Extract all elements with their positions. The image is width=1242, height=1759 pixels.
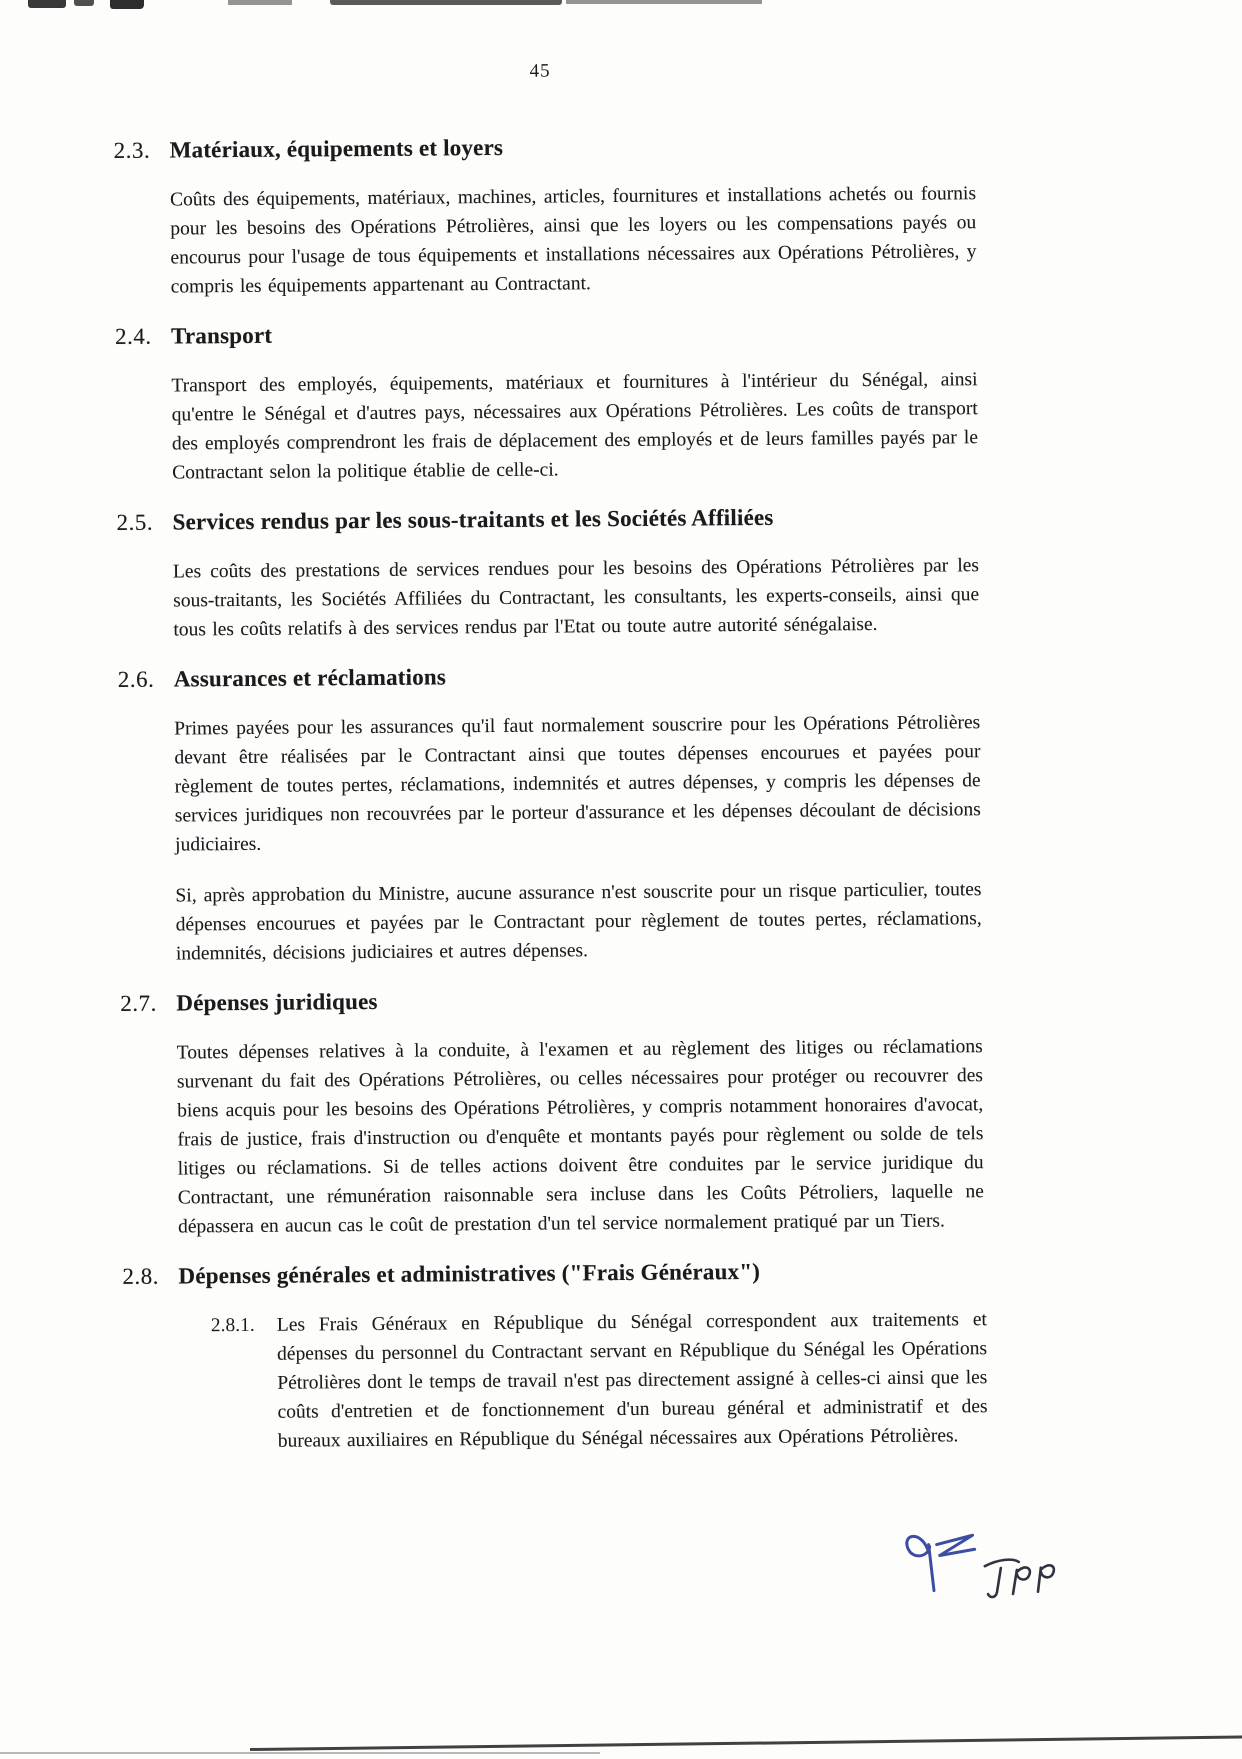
section-number: 2.7. [120, 990, 157, 1016]
section-number: 2.8. [122, 1263, 160, 1289]
section-heading [122, 1257, 994, 1290]
subsection-2-8-1 [211, 1305, 996, 1456]
section-number: 2.6. [117, 666, 155, 692]
section-heading [118, 660, 990, 693]
paragraph: Les coûts des prestations de services rendues pour les besoins des Opérations Pétrolières par les sous-traitants, les Sociétés Affiliées du Contractant, les consultants, les experts-conseils, ainsi que tous les coûts relatifs à des services rendus par l'Etat ou toute autre autorité sénégalaise. [172, 555, 980, 641]
section-number: 2.4. [115, 323, 152, 349]
section-assurances-reclamations [118, 660, 992, 969]
initials-dark-tpp-icon [985, 1559, 1054, 1597]
section-title: Transport [171, 322, 273, 349]
section-transport [115, 317, 988, 488]
section-title: Dépenses générales et administratives ("Frais Généraux") [178, 1258, 761, 1289]
paragraph: Si, après approbation du Ministre, aucune assurance n'est souscrite pour un risque particulier, toutes dépenses encourues et payées par le Contractant pour règlement de toutes pertes, réclamations, indemnités, décisions judiciaires et autres dépenses. [175, 879, 982, 965]
paragraph: Les Frais Généraux en République du Sénégal correspondent aux traitements et dépenses du personnel du Contractant servant en République du Sénégal les Opérations Pétrolières dont le temps de travail n'est pas directement assigné à celles-ci ainsi que les coûts d'entretien et de fonctionnement d'un bureau général et administratif et des bureaux auxiliaires en République du Sénégal nécessaires aux Opérations Pétrolières. [276, 1309, 988, 1452]
section-services-sous-traitants [116, 503, 989, 645]
page-number: 45 [529, 60, 551, 82]
section-number: 2.5. [116, 509, 154, 535]
section-title: Matériaux, équipements et loyers [169, 134, 504, 163]
section-heading [114, 131, 986, 164]
subsection-number: 2.8.1. [210, 1314, 255, 1337]
paragraph: Coûts des équipements, matériaux, machines, articles, fournitures et installations achetés ou fournis pour les besoins des Opérations Pétrolières, ainsi que les loyers ou les compensations payés ou encourus pour l'usage de tous équipements et installations nécessaires aux Opérations Pétrolières, y compris les équipements appartenant au Contractant. [169, 183, 977, 298]
paragraph: Primes payées pour les assurances qu'il faut normalement souscrire pour les Opérations Pétrolières devant être réalisées par le Contractant ainsi que toutes dépenses encourues et payées pour règlement de toutes pertes, réclamations, indemnités et autres dépenses, y compris les dépenses de services juridiques non recouvrées par le porteur d'assurance et les dépenses découlant de décisions judiciaires. [174, 712, 981, 856]
section-title: Assurances et réclamations [173, 664, 447, 692]
initials-blue-pf-icon [907, 1535, 975, 1591]
section-title: Services rendus par les sous-traitants et les Sociétés Affiliées [172, 504, 774, 535]
paragraph: Toutes dépenses relatives à la conduite, à l'examen et au règlement des litiges ou réclamations survenant du fait des Opérations Pétrolières, ou celles nécessaires pour protéger ou recouvrer des biens acquis pour les besoins des Opérations Pétrolières, y compris notamment honoraires d'avocat, frais de justice, frais d'instruction ou d'enquête et montants payés pour règlement ou solde de tels litiges ou réclamations. Si de telles actions doivent être conduites par le service juridique du Contractant, une rémunération raisonnable sera incluse dans les Coûts Pétroliers, laquelle ne dépassera en aucun cas le coût de prestation d'un tel service normalement pratiqué par un Tiers. [176, 1036, 984, 1238]
section-title: Dépenses juridiques [176, 988, 378, 1016]
section-materiaux-equipements-loyers [114, 131, 987, 302]
section-frais-generaux [122, 1257, 995, 1457]
section-number: 2.3. [113, 137, 151, 163]
section-heading [115, 317, 987, 350]
handwritten-initials-area [884, 1521, 1075, 1622]
section-heading [120, 984, 992, 1017]
section-depenses-juridiques [120, 984, 994, 1242]
section-heading [116, 503, 988, 536]
signature-initials-icon [884, 1521, 1075, 1622]
paragraph: Transport des employés, équipements, matériaux et fournitures à l'intérieur du Sénégal, ainsi qu'entre le Sénégal et d'autres pays, nécessaires aux Opérations Pétrolières. Les coûts de transport des employés comprendront les frais de déplacement des employés et de leurs familles payés par le Contractant selon la politique établie de celle-ci. [171, 369, 979, 484]
document-body [114, 131, 996, 1457]
